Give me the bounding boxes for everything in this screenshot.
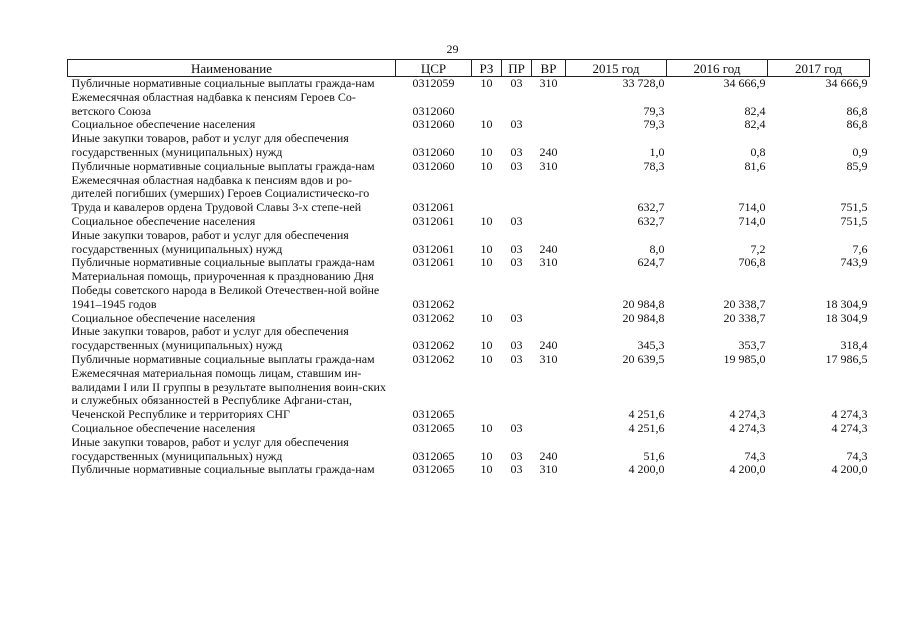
- row-name-cell: Публичные нормативные социальные выплаты граждa-нам: [71, 255, 375, 270]
- row-csr-cell: 0312065: [412, 420, 455, 435]
- row-value-2017: 18 304,9: [825, 296, 868, 311]
- row-csr-cell: 0312065: [412, 448, 455, 463]
- row-value-2015: 345,3: [637, 338, 665, 353]
- row-name-cell: Ежемесячная материальная помощь лицам, ставшим ин-валидами I или II группы в результате выполнения воин-ских и служебных обязанностей в Республике Афгани-стан, Чеченской Республике и территориях СНГ: [71, 365, 386, 422]
- row-value-2015: 1,0: [649, 144, 665, 159]
- row-vr-cell: [532, 215, 566, 229]
- row-value-2016: 82,4: [744, 103, 766, 118]
- row-csr-cell: 0312059: [412, 76, 455, 90]
- row-pr-cell: [502, 270, 532, 311]
- row-pr-cell: 03: [510, 144, 523, 159]
- row-name-cell: Социальное обеспечение населения: [71, 310, 256, 325]
- table-row: [68, 118, 870, 132]
- row-vr-cell: 310: [539, 76, 558, 90]
- row-rz-cell: 10: [480, 213, 493, 228]
- row-value-2017: 4 274,3: [831, 420, 868, 435]
- row-value-2015: 8,0: [649, 241, 665, 256]
- row-value-2015: 4 251,6: [628, 420, 665, 435]
- column-header-rz: РЗ: [472, 60, 502, 77]
- row-value-2017: 17 986,5: [825, 351, 868, 366]
- row-vr-cell: [532, 367, 566, 422]
- row-pr-cell: 03: [510, 462, 523, 477]
- row-value-2016: 4 274,3: [729, 407, 766, 422]
- column-header-name: Наименование: [68, 60, 396, 77]
- row-rz-cell: 10: [480, 76, 493, 90]
- table-row: [68, 215, 870, 229]
- row-pr-cell: [502, 91, 532, 119]
- row-value-2016: 714,0: [738, 200, 766, 215]
- row-value-2017: 4 200,0: [831, 462, 868, 477]
- row-vr-cell: 240: [539, 144, 558, 159]
- column-header-2016: 2016 год: [667, 60, 768, 77]
- row-csr-cell: 0312062: [412, 338, 455, 353]
- row-pr-cell: 03: [510, 420, 523, 435]
- row-rz-cell: 10: [480, 462, 493, 477]
- row-name-cell: Иные закупки товаров, работ и услуг для обеспечения государственных (муниципальных) нужд: [71, 324, 349, 353]
- row-name-cell: Публичные нормативные социальные выплаты граждa-нам: [71, 76, 375, 90]
- row-value-2015: 624,7: [637, 255, 665, 270]
- row-value-2016: 714,0: [738, 213, 766, 228]
- row-name-cell: Ежемесячная областная надбавка к пенсиям вдов и ро-дителей погибших (умерших) Героев Социалистическо-го Труда и кавалеров ордена Трудовой Славы 3-х степе-ней: [71, 172, 370, 215]
- row-value-2017: 4 274,3: [831, 407, 868, 422]
- row-pr-cell: 03: [510, 338, 523, 353]
- row-name-cell: Публичные нормативные социальные выплаты граждa-нам: [71, 158, 375, 173]
- row-vr-cell: [532, 312, 566, 326]
- row-pr-cell: 03: [510, 158, 523, 173]
- row-value-2017: 743,9: [840, 255, 868, 270]
- row-pr-cell: 03: [510, 241, 523, 256]
- row-name-cell: Публичные нормативные социальные выплаты граждa-нам: [71, 351, 375, 366]
- row-name-cell: Иные закупки товаров, работ и услуг для обеспечения государственных (муниципальных) нужд: [71, 227, 349, 256]
- row-value-2016: 0,8: [750, 144, 766, 159]
- row-value-2016: 20 338,7: [723, 310, 766, 325]
- row-pr-cell: 03: [510, 448, 523, 463]
- table-row: [68, 436, 870, 464]
- column-header-vr: ВР: [532, 60, 566, 77]
- row-value-2016: 20 338,7: [723, 296, 766, 311]
- row-value-2015: 79,3: [643, 103, 665, 118]
- column-header-2015: 2015 год: [566, 60, 667, 77]
- row-value-2015: 4 200,0: [628, 462, 665, 477]
- row-value-2015: 78,3: [643, 158, 665, 173]
- row-value-2016: 706,8: [738, 255, 766, 270]
- row-rz-cell: [472, 270, 502, 311]
- table-row: [68, 91, 870, 119]
- table-row: [68, 270, 870, 311]
- row-csr-cell: 0312065: [412, 462, 455, 477]
- table-row: [68, 256, 870, 270]
- row-csr-cell: 0312060: [412, 144, 455, 159]
- row-pr-cell: 03: [510, 213, 523, 228]
- column-header-2017: 2017 год: [768, 60, 870, 77]
- row-csr-cell: 0312062: [412, 351, 455, 366]
- column-header-csr: ЦСР: [396, 60, 472, 77]
- row-vr-cell: [532, 270, 566, 311]
- row-rz-cell: 10: [480, 420, 493, 435]
- row-vr-cell: 240: [539, 338, 558, 353]
- column-header-pr: ПР: [502, 60, 532, 77]
- table-row: [68, 132, 870, 160]
- table-row: [68, 422, 870, 436]
- row-value-2015: 20 984,8: [622, 296, 665, 311]
- row-rz-cell: [472, 174, 502, 215]
- row-csr-cell: 0312061: [412, 200, 455, 215]
- row-value-2017: 85,9: [846, 158, 868, 173]
- row-csr-cell: 0312060: [412, 103, 455, 118]
- row-pr-cell: 03: [510, 76, 523, 90]
- row-csr-cell: 0312060: [412, 117, 455, 132]
- row-name-cell: Иные закупки товаров, работ и услуг для обеспечения государственных (муниципальных) нужд: [71, 131, 349, 159]
- row-vr-cell: [532, 91, 566, 119]
- row-value-2015: 4 251,6: [628, 407, 665, 422]
- row-rz-cell: 10: [480, 310, 493, 325]
- row-csr-cell: 0312062: [412, 296, 455, 311]
- table-row: [68, 353, 870, 367]
- row-value-2017: 86,8: [846, 117, 868, 132]
- row-vr-cell: 240: [539, 448, 558, 463]
- row-csr-cell: 0312061: [412, 241, 455, 256]
- table-row: [68, 77, 870, 91]
- table-row: [68, 312, 870, 326]
- row-pr-cell: 03: [510, 310, 523, 325]
- row-rz-cell: [472, 91, 502, 119]
- row-name-cell: Иные закупки товаров, работ и услуг для обеспечения государственных (муниципальных) нужд: [71, 434, 349, 463]
- row-value-2015: 79,3: [643, 117, 665, 132]
- row-value-2015: 33 728,0: [622, 76, 665, 90]
- row-value-2017: 34 666,9: [825, 76, 868, 90]
- row-value-2017: 7,6: [852, 241, 868, 256]
- row-vr-cell: 310: [539, 255, 558, 270]
- row-value-2016: 82,4: [744, 117, 766, 132]
- row-vr-cell: 240: [539, 241, 558, 256]
- row-rz-cell: 10: [480, 241, 493, 256]
- row-name-cell: Материальная помощь, приуроченная к празднованию Дня Победы советского народа в Великой Отечествен-ной войне 1941–1945 годов: [71, 269, 380, 311]
- row-value-2016: 4 274,3: [729, 420, 766, 435]
- budget-table: [67, 59, 870, 477]
- row-name-cell: Ежемесячная областная надбавка к пенсиям Героев Со-ветского Союза: [71, 89, 356, 118]
- row-value-2015: 632,7: [637, 200, 665, 215]
- row-rz-cell: 10: [480, 255, 493, 270]
- row-name-cell: Социальное обеспечение населения: [71, 117, 256, 132]
- row-vr-cell: [532, 174, 566, 215]
- row-value-2015: 20 639,5: [622, 351, 665, 366]
- row-rz-cell: 10: [480, 144, 493, 159]
- row-value-2016: 34 666,9: [723, 76, 766, 90]
- table-row: [68, 463, 870, 477]
- row-value-2017: 318,4: [840, 338, 868, 353]
- row-name-cell: Социальное обеспечение населения: [71, 213, 256, 228]
- table-row: [68, 367, 870, 422]
- row-rz-cell: 10: [480, 351, 493, 366]
- row-vr-cell: [532, 422, 566, 436]
- table-row: [68, 160, 870, 174]
- row-value-2015: 51,6: [643, 448, 665, 463]
- row-pr-cell: [502, 367, 532, 422]
- row-pr-cell: [502, 174, 532, 215]
- row-value-2016: 7,2: [750, 241, 766, 256]
- row-value-2016: 81,6: [744, 158, 766, 173]
- row-vr-cell: 310: [539, 462, 558, 477]
- row-rz-cell: 10: [480, 158, 493, 173]
- row-value-2015: 20 984,8: [622, 310, 665, 325]
- row-value-2017: 0,9: [852, 144, 868, 159]
- table-row: [68, 174, 870, 215]
- row-csr-cell: 0312062: [412, 310, 455, 325]
- row-value-2017: 86,8: [846, 103, 868, 118]
- row-pr-cell: 03: [510, 117, 523, 132]
- table-row: [68, 229, 870, 257]
- row-value-2015: 632,7: [637, 213, 665, 228]
- row-rz-cell: [472, 367, 502, 422]
- row-name-cell: Социальное обеспечение населения: [71, 420, 256, 435]
- row-value-2016: 74,3: [744, 448, 766, 463]
- row-csr-cell: 0312061: [412, 255, 455, 270]
- row-csr-cell: 0312065: [412, 407, 455, 422]
- row-value-2017: 751,5: [840, 200, 868, 215]
- row-pr-cell: 03: [510, 255, 523, 270]
- row-rz-cell: 10: [480, 338, 493, 353]
- row-rz-cell: 10: [480, 448, 493, 463]
- row-vr-cell: 310: [539, 158, 558, 173]
- table-row: [68, 325, 870, 353]
- row-csr-cell: 0312061: [412, 213, 455, 228]
- table-header-row: [68, 60, 870, 77]
- row-csr-cell: 0312060: [412, 158, 455, 173]
- row-value-2016: 4 200,0: [729, 462, 766, 477]
- page-number: 29: [446, 42, 459, 56]
- row-value-2016: 19 985,0: [723, 351, 766, 366]
- row-vr-cell: [532, 118, 566, 132]
- row-vr-cell: 310: [539, 351, 558, 366]
- row-rz-cell: 10: [480, 117, 493, 132]
- row-value-2017: 18 304,9: [825, 310, 868, 325]
- row-name-cell: Публичные нормативные социальные выплаты граждa-нам: [71, 462, 375, 477]
- row-value-2017: 751,5: [840, 213, 868, 228]
- row-value-2017: 74,3: [846, 448, 868, 463]
- row-value-2016: 353,7: [738, 338, 766, 353]
- row-pr-cell: 03: [510, 351, 523, 366]
